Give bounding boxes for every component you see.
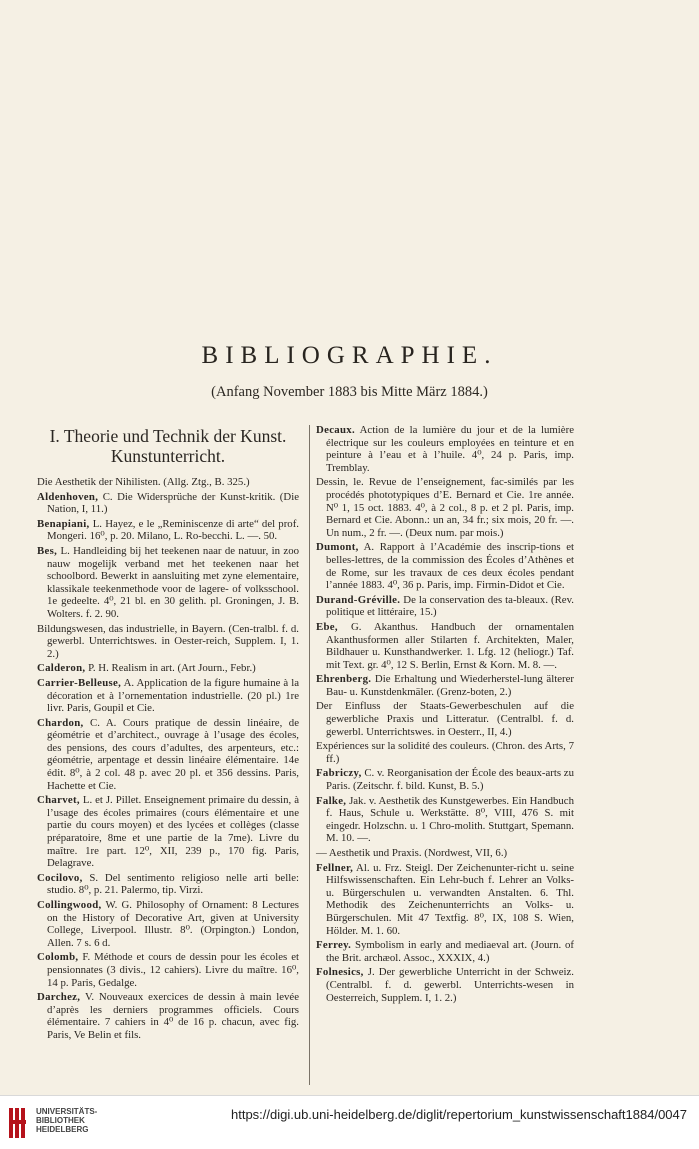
bibliography-entry: [316, 966, 574, 1004]
bibliography-entry: [37, 899, 299, 949]
bibliography-entry: [37, 491, 299, 516]
bibliography-entry: [316, 621, 574, 671]
bibliography-entry: [37, 518, 299, 543]
entry-author: Carrier-Belleuse,: [37, 676, 122, 689]
logo-line: BIBLIOTHEK: [36, 1116, 85, 1125]
entry-author: Charvet,: [37, 794, 80, 807]
entry-author: Bes,: [37, 544, 58, 557]
entry-text: V. Nouveaux exercices de dessin à main levée d’après les derniers programmes officiels. Cours élémentaire. 7 cahiers in 4⁰ de 16 p. chacun, avec fig. Paris, Ve Belin et fils.: [47, 991, 299, 1041]
entry-author: Folnesics,: [316, 966, 364, 979]
page-title: BIBLIOGRAPHIE.: [201, 342, 498, 369]
bibliography-entry: [316, 862, 574, 938]
entry-text: C. v. Reorganisation der École des beaux-arts zu Paris. (Zeitschr. f. bild. Kunst, B. 5.): [326, 767, 574, 793]
page-subtitle: (Anfang November 1883 bis Mitte März 1884.): [211, 384, 488, 400]
entry-text: P. H. Realism in art. (Art Journ., Febr.): [85, 662, 256, 675]
entry-text: L. et J. Pillet. Enseignement primaire du dessin, à l’usage des écoles primaires (cours élémentaire et une partie du cours moyen) et des lycées et collèges (classe préparatoire, 8me et une partie de la 7me). Livre du maître. 1re part. 12⁰, XII, 239 p., 170 fig. Paris, Delagrave.: [47, 794, 299, 870]
entry-author: Decaux.: [316, 424, 355, 436]
bibliography-entry: [316, 673, 574, 698]
entry-text: Bildungswesen, das industrielle, in Bayern. (Cen-tralbl. f. d. gewerbl. Unterrichtswes. in Oester-reich, Supplem. I, 1. 2.): [37, 622, 299, 660]
logo-text: [36, 1107, 97, 1134]
right-entry-list: [316, 424, 574, 1004]
entry-author: Ehrenberg.: [316, 673, 372, 686]
page-url-link[interactable]: https://digi.ub.uni-heidelberg.de/diglit/repertorium_kunstwissenschaft1884/0047: [230, 1107, 687, 1122]
library-logo[interactable]: [8, 1104, 208, 1144]
entry-text: A. Application de la figure humaine à la décoration et à l’ornementation industrielle. (20 pl.) 1re livr. Paris, Goupil et Cie.: [47, 676, 299, 715]
heidelberg-logo-icon: [8, 1106, 30, 1140]
bibliography-entry: [316, 541, 574, 591]
bibliography-entry: [316, 594, 574, 619]
entry-author: Calderon,: [37, 662, 86, 675]
bibliography-entry: [316, 767, 574, 792]
entry-text: Die Aesthetik der Nihilisten. (Allg. Ztg., B. 325.): [37, 476, 250, 488]
column-divider: [309, 425, 310, 1085]
entry-author: Aldenhoven,: [37, 490, 99, 503]
entry-text: De la conservation des ta-bleaux. (Rev. politique et littéraire, 15.): [326, 593, 574, 619]
bibliography-entry: [37, 991, 299, 1041]
bibliography-entry: [316, 939, 574, 964]
bibliography-entry: [37, 545, 299, 621]
bibliography-entry: [316, 795, 574, 845]
bibliography-entry: [37, 677, 299, 715]
left-entry-list: [37, 476, 299, 1042]
bibliography-entry: [316, 847, 574, 860]
entry-text: J. Der gewerbliche Unterricht in der Schweiz. (Centralbl. f. d. gewerbl. Unterrichts-wesen in Oesterreich, Supplem. I, 1. 2.): [326, 966, 574, 1004]
entry-author: Fellner,: [316, 861, 354, 874]
viewer-footer: [0, 1095, 699, 1149]
entry-author: Collingwood,: [37, 899, 102, 911]
bibliography-entry: [316, 700, 574, 738]
bibliography-entry: [37, 872, 299, 897]
bibliography-entry: [37, 476, 299, 489]
entry-text: Die Erhaltung und Wiederherstel-lung älterer Bau- u. Kunstdenkmäler. (Grenz-boten, 2.): [326, 673, 574, 698]
entry-text: Al. u. Frz. Steigl. Der Zeichenunter-richt u. seine Hilfswissenschaften. Ein Lehr-buch f. Lehrer an Volks- u. Bürgerschulen u. verwandten Anstalten. 6. Thl. Methodik des Zeichenunterrichts an Volks- u. Bürgerschulen. Mit 47 Textfig. 8⁰, IX, 108 S. Wien, Hölder. M. 1. 60.: [326, 861, 574, 937]
logo-line: UNIVERSITÄTS-: [36, 1107, 98, 1116]
bibliography-entry: [316, 476, 574, 539]
entry-author: Darchez,: [37, 991, 81, 1004]
entry-text: C. Die Widersprüche der Kunst-kritik. (Die Nation, I, 11.): [47, 490, 299, 516]
entry-author: Ebe,: [316, 620, 338, 633]
entry-author: Durand-Gréville.: [316, 593, 401, 606]
bibliography-entry: [37, 717, 299, 793]
entry-text: C. A. Cours pratique de dessin linéaire, de géométrie et d’architect., ouvrage à l’usage des écoles, des pensions, des cours d’adultes, des arpenteurs, etc.: géométrie, arpentage et dessin linéaire élémentaire. 14e édit. 8⁰, à 2 col. 48 p. avec 20 pl. et 356 dessins. Paris, Hachette et Cie.: [47, 716, 299, 792]
entry-author: Colomb,: [37, 951, 79, 964]
entry-text: L. Handleiding bij het teekenen naar de natuur, in zoo nauw mogelijk verband met het teekenen naar het schoolbord. Bewerkt in aansluiting met zyne elementaire, klassikale teekenmethode voor de lagere- of volksschool. 1e gedeelte. 4⁰, 21 bl. en 30 gelith. pl. Groningen, J. B. Wolters. f. 2. 90.: [47, 544, 299, 620]
right-column: [316, 424, 574, 1006]
entry-author: Ferrey.: [316, 939, 352, 952]
entry-text: Action de la lumière du jour et de la lumière électrique sur les couleurs employées en teinture et en peinture à l’eau et à l’huile. 4⁰, 24 p. Paris, imp. Tremblay.: [326, 424, 574, 474]
entry-text: Der Einfluss der Staats-Gewerbeschulen auf die gewerbliche Praxis und Litteratur. (Centralbl. f. d. gewerbl. Unterrichtswes. in Oesterr., II, 4.): [316, 700, 574, 738]
entry-text: Dessin, le. Revue de l’enseignement, fac-similés par les procédés phototypiques d’E. Bernard et Cie. 1re année. N⁰ 1, 15 oct. 1883. 4⁰, à 2 col., 8 p. et 2 pl. Paris, imp. Bernard et Cie. Abonn.: un an, 34 fr.; six mois, 20 fr. —. Un num., 2 fr. —. (Deux num. par mois.): [316, 476, 574, 539]
bibliography-entry: [37, 662, 299, 675]
entry-text: Expériences sur la solidité des couleurs. (Chron. des Arts, 7 ff.): [316, 740, 574, 765]
logo-line: HEIDELBERG: [36, 1125, 89, 1134]
entry-text: — Aesthetik und Praxis. (Nordwest, VII, 6.): [316, 847, 508, 859]
section-heading: I. Theorie und Technik der Kunst. Kunstunterricht.: [49, 426, 287, 466]
entry-author: Fabriczy,: [316, 767, 362, 780]
entry-text: A. Rapport à l’Académie des inscrip-tions et belles-lettres, de la commission des Écoles d’Athènes et de Rome, sur les travaux de ces deux écoles pendant l’année 1883. 4⁰, 36 p. Paris, imp. Firmin-Didot et Cie.: [326, 541, 574, 592]
entry-text: F. Méthode et cours de dessin pour les écoles et pensionnates (3 divis., 12 cahiers). Livre du maître. 16⁰, 14 p. Paris, Gedalge.: [47, 951, 299, 989]
entry-author: Cocilovo,: [37, 871, 83, 884]
entry-text: Symbolism in early and mediaeval art. (Journ. of the Brit. archæol. Assoc., XXXIX, 4.): [326, 939, 574, 964]
entry-author: Dumont,: [316, 541, 359, 554]
bibliography-entry: [37, 951, 299, 989]
bibliography-entry: [316, 740, 574, 765]
entry-text: G. Akanthus. Handbuch der ornamentalen Akanthusformen aller Stilarten f. Architekten, Maler, Bildhauer u. Kunsthandwerker. 1. Lfg. 12 (heliogr.) Taf. mit Text. gr. 4⁰, 12 S. Berlin, Ernst & Korn. M. 8. —.: [326, 620, 574, 671]
entry-text: S. Del sentimento religioso nelle arti belle: studio. 8⁰, p. 21. Palermo, tip. Virzi.: [47, 871, 299, 897]
entry-author: Falke,: [316, 794, 347, 807]
entry-text: L. Hayez, e le „Reminiscenze di arte“ del prof. Mongeri. 16⁰, p. 20. Milano, L. Ro-becchi. L. —. 50.: [47, 517, 299, 543]
bibliography-entry: [37, 794, 299, 870]
bibliography-entry: [37, 623, 299, 661]
entry-author: Chardon,: [37, 716, 84, 729]
entry-author: Benapiani,: [37, 517, 90, 530]
entry-text: Jak. v. Aesthetik des Kunstgewerbes. Ein Handbuch f. Haus, Schule u. Werkstätte. 8⁰, VIII, 476 S. mit eingedr. Holzschn. u. 1 Chro-molith. Stuttgart, Spemann. M. 10. —.: [326, 794, 574, 845]
entry-text: W. G. Philosophy of Ornament: 8 Lectures on the History of Decorative Art, given at University College, Liverpool. Illustr. 8⁰. (Orpington.) London, Allen. 7 s. 6 d.: [47, 899, 299, 949]
bibliography-entry: [316, 424, 574, 474]
left-column: [37, 424, 299, 1044]
